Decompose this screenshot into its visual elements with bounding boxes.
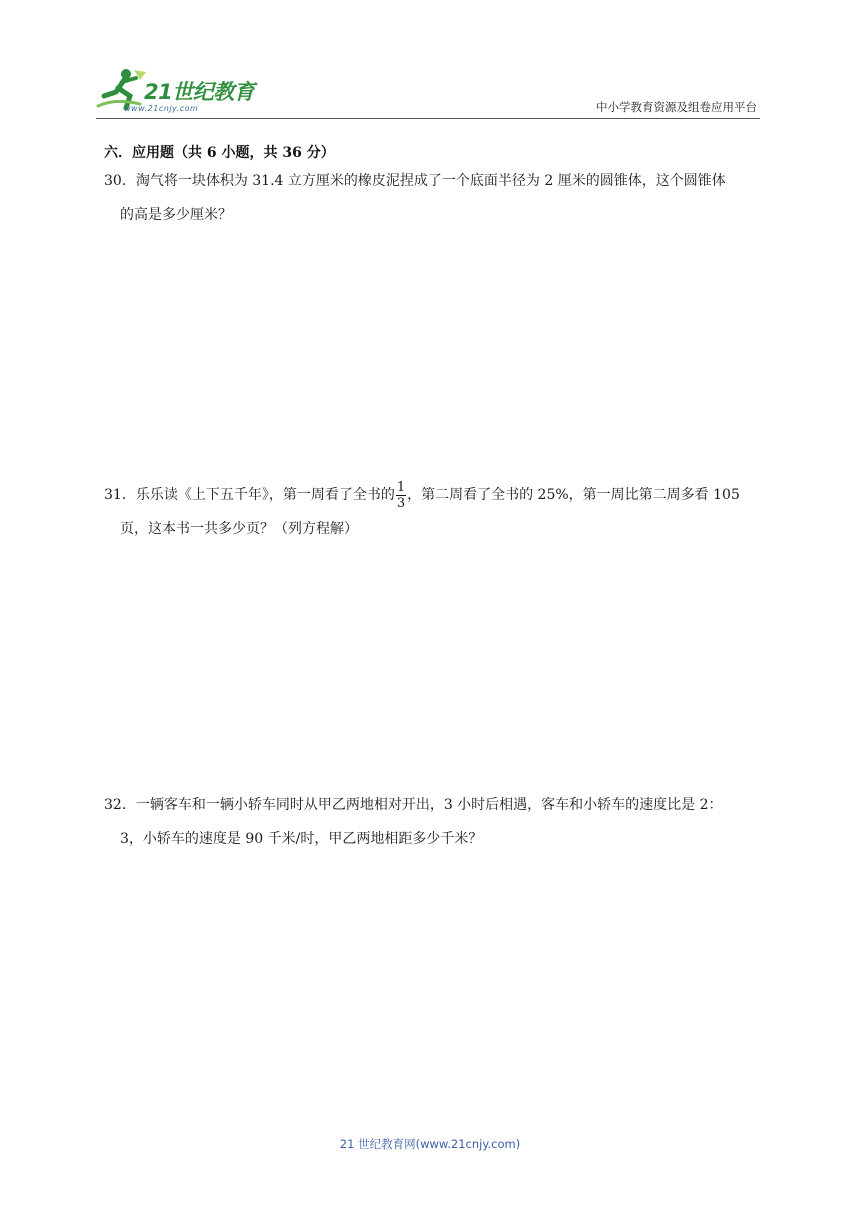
header-divider — [96, 118, 760, 119]
page-header — [0, 0, 860, 120]
fraction-denominator: 3 — [396, 495, 406, 511]
logo — [96, 66, 266, 118]
platform-tagline: 中小学教育资源及组卷应用平台 — [596, 100, 757, 114]
question-31 — [104, 478, 764, 546]
question-text-line: 3，小轿车的速度是 90 千米/时，甲乙两地相距多少千米？ — [120, 831, 483, 847]
question-32 — [104, 788, 764, 856]
question-30 — [104, 164, 764, 232]
logo-url: www.21cnjy.com — [124, 104, 199, 113]
question-text: 31．乐乐读《上下五千年》，第一周看了全书的 — [104, 487, 395, 503]
fraction-numerator: 1 — [396, 479, 406, 495]
question-text-line: 的高是多少厘米？ — [120, 207, 232, 223]
question-text-line: 32．一辆客车和一辆小轿车同时从甲乙两地相对开出，3 小时后相遇，客车和小轿车的速度比是 2： — [104, 797, 723, 813]
question-text-line: 30．淘气将一块体积为 31.4 立方厘米的橡皮泥捏成了一个底面半径为 2 厘米的圆锥体，这个圆锥体 — [104, 173, 726, 189]
question-text-line — [104, 478, 764, 512]
logo-text: 21世纪教育 — [144, 80, 255, 104]
fraction — [396, 480, 406, 511]
question-text: ，第二周看了全书的 25%，第一周比第二周多看 105 — [407, 487, 740, 503]
section-title: 六．应用题（共 6 小题，共 36 分） — [104, 145, 335, 161]
question-text-line: 页，这本书一共多少页？（列方程解） — [120, 521, 358, 537]
footer-link[interactable]: 21 世纪教育网(www.21cnjy.com) — [339, 1137, 521, 1151]
